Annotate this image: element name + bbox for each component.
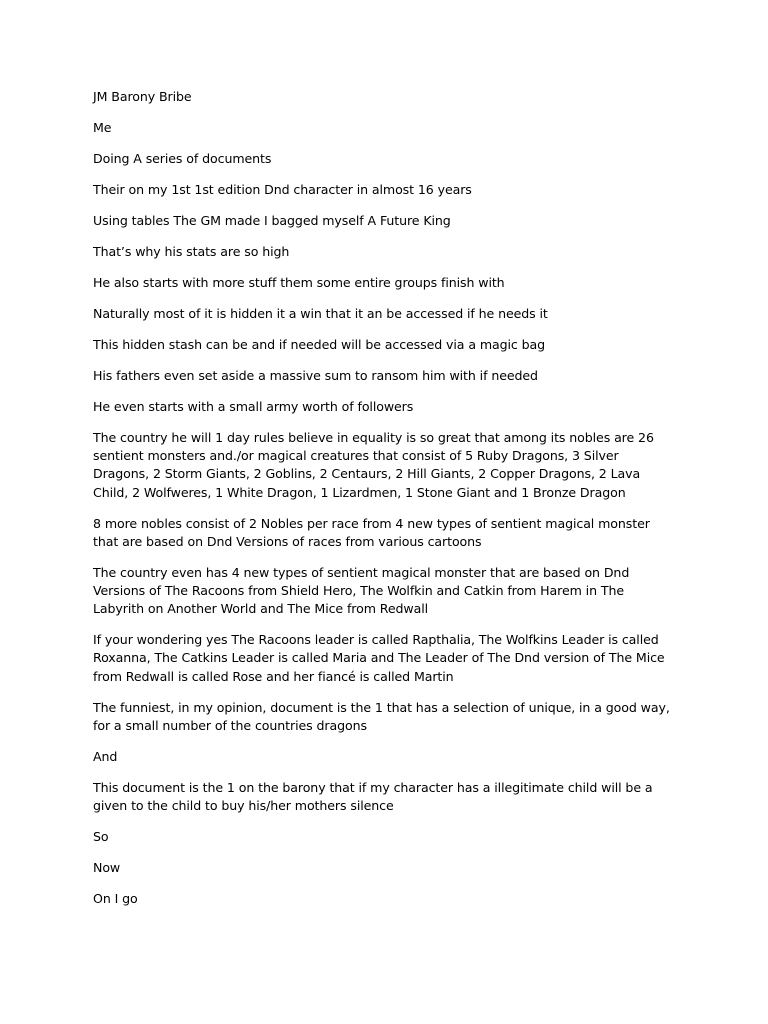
paragraph: The funniest, in my opinion, document is the 1 that has a selection of unique, in a good way, for a small number of the countries dragons xyxy=(93,699,670,733)
document-title: JM Barony Bribe xyxy=(93,89,192,104)
paragraph: That’s why his stats are so high xyxy=(93,244,290,259)
paragraph: This document is the 1 on the barony that if my character has a illegitimate child will be a given to the child to buy his/her mothers silence xyxy=(93,779,653,814)
paragraph: Now xyxy=(93,860,121,876)
paragraph: Using tables The GM made I bagged myself A Future King xyxy=(93,213,451,228)
paragraph: On I go xyxy=(93,891,138,907)
paragraph: Me xyxy=(93,120,112,135)
document-page xyxy=(93,88,678,921)
paragraph: And xyxy=(93,748,118,764)
paragraph: He even starts with a small army worth of followers xyxy=(93,399,414,414)
paragraph: 8 more nobles consist of 2 Nobles per race from 4 new types of sentient magical monster that are based on Dnd Versions of races from various cartoons xyxy=(93,515,650,549)
paragraph: So xyxy=(93,829,109,845)
paragraph: If your wondering yes The Racoons leader is called Rapthalia, The Wolfkins Leader is called Roxanna, The Catkins Leader is called Maria and The Leader of The Dnd version of The Mice from Redwall is called Rose and her fiancé is called Martin xyxy=(93,632,665,684)
paragraph: He also starts with more stuff them some entire groups finish with xyxy=(93,275,505,290)
paragraph: His fathers even set aside a massive sum to ransom him with if needed xyxy=(93,368,538,383)
paragraph: Naturally most of it is hidden it a win that it an be accessed if he needs it xyxy=(93,306,548,321)
paragraph: The country he will 1 day rules believe in equality is so great that among its nobles are 26 sentient monsters and./or magical creatures that consist of 5 Ruby Dragons, 3 Silver Dragons, 2 Storm Giants, 2 Goblins, 2 Centaurs, 2 Hill Giants, 2 Copper Dragons, 2 Lava Child, 2 Wolfweres, 1 White Dragon, 1 Lizardmen, 1 Stone Giant and 1 Bronze Dragon xyxy=(93,430,654,500)
paragraph: This hidden stash can be and if needed will be accessed via a magic bag xyxy=(93,337,546,352)
paragraph: Doing A series of documents xyxy=(93,151,272,166)
paragraph: The country even has 4 new types of sentient magical monster that are based on Dnd Versions of The Racoons from Shield Hero, The Wolfkin and Catkin from Harem in The Labyrith on Another World and The Mice from Redwall xyxy=(93,564,630,617)
paragraph: Their on my 1st 1st edition Dnd character in almost 16 years xyxy=(93,182,472,197)
